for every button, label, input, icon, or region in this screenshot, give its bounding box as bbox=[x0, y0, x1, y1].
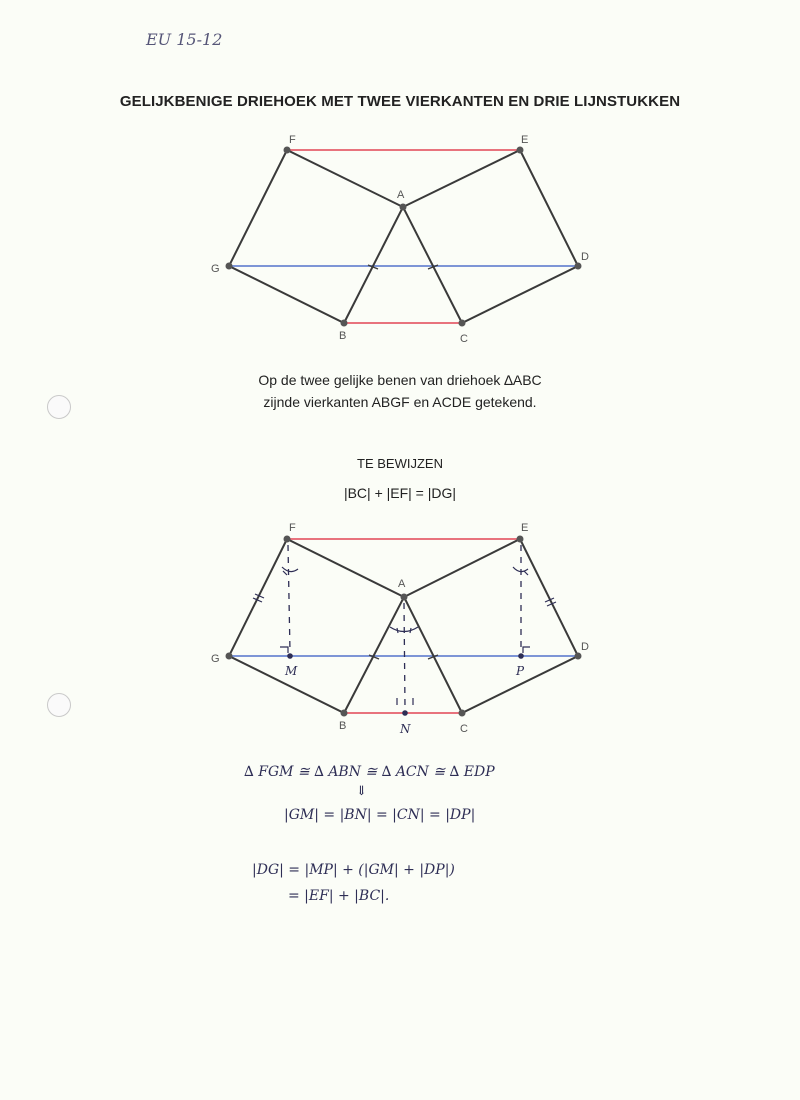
altitude-FM bbox=[288, 545, 290, 652]
label-P: P bbox=[516, 664, 525, 678]
proof-conclusion-line: = |EF| + |BC|. bbox=[288, 888, 390, 904]
label-F: F bbox=[289, 134, 296, 146]
punch-hole bbox=[47, 693, 71, 717]
point-A bbox=[401, 594, 408, 601]
label-E: E bbox=[521, 134, 529, 146]
label-E: E bbox=[521, 522, 529, 534]
label-N: N bbox=[400, 722, 411, 736]
point-B bbox=[341, 710, 348, 717]
label-G: G bbox=[211, 653, 220, 665]
square-ACDE bbox=[403, 150, 578, 323]
point-A bbox=[400, 204, 407, 211]
page-title: GELIJKBENIGE DRIEHOEK MET TWEE VIERKANTEN EN DRIE LIJNSTUKKEN bbox=[119, 93, 681, 110]
point-N bbox=[402, 710, 408, 716]
label-G: G bbox=[211, 263, 220, 275]
point-G bbox=[226, 263, 233, 270]
point-F bbox=[284, 147, 291, 154]
label-D: D bbox=[581, 251, 589, 263]
to-prove-formula: |BC| + |EF| = |DG| bbox=[343, 485, 457, 501]
point-D bbox=[575, 263, 582, 270]
angle-mark-F bbox=[283, 571, 287, 575]
angle-arc-F bbox=[282, 567, 298, 572]
to-prove-heading: TE BEWIJZEN bbox=[357, 456, 443, 471]
square-ABGF bbox=[229, 539, 404, 713]
square-ABGF bbox=[229, 150, 403, 323]
point-E bbox=[517, 536, 524, 543]
implies-arrow: ⇓ bbox=[356, 784, 367, 799]
point-M bbox=[287, 653, 293, 659]
label-D: D bbox=[581, 641, 589, 653]
right-angle-M bbox=[280, 647, 288, 653]
point-E bbox=[517, 147, 524, 154]
point-C bbox=[459, 320, 466, 327]
punch-hole bbox=[47, 395, 71, 419]
label-M: M bbox=[285, 664, 298, 678]
label-B: B bbox=[339, 720, 347, 732]
right-angle-P bbox=[523, 647, 530, 653]
figure-2-diagram bbox=[0, 510, 800, 740]
altitude-AN bbox=[404, 603, 405, 708]
point-G bbox=[226, 653, 233, 660]
point-C bbox=[459, 710, 466, 717]
label-C: C bbox=[460, 723, 468, 735]
angle-mark-E bbox=[524, 571, 528, 575]
label-A: A bbox=[398, 578, 406, 590]
figure-1-diagram bbox=[0, 120, 800, 350]
point-P bbox=[518, 653, 524, 659]
label-A: A bbox=[397, 189, 405, 201]
square-ACDE bbox=[404, 539, 578, 713]
angle-mark-A1 bbox=[397, 628, 398, 633]
proof-congruence-line: ∆ FGM ≅ ∆ ABN ≅ ∆ ACN ≅ ∆ EDP bbox=[244, 764, 495, 780]
point-D bbox=[575, 653, 582, 660]
point-B bbox=[341, 320, 348, 327]
label-C: C bbox=[460, 333, 468, 345]
proof-equal-segments-line: |GM| = |BN| = |CN| = |DP| bbox=[284, 807, 476, 823]
label-B: B bbox=[339, 330, 347, 342]
point-F bbox=[284, 536, 291, 543]
document-reference: EU 15-12 bbox=[146, 30, 223, 49]
description-line-1: Op de twee gelijke benen van driehoek ∆ABC bbox=[258, 372, 542, 388]
proof-sum-line: |DG| = |MP| + (|GM| + |DP|) bbox=[252, 862, 455, 878]
angle-mark-A2 bbox=[410, 628, 411, 633]
description-line-2: zijnde vierkanten ABGF en ACDE getekend. bbox=[263, 394, 537, 410]
label-F: F bbox=[289, 522, 296, 534]
